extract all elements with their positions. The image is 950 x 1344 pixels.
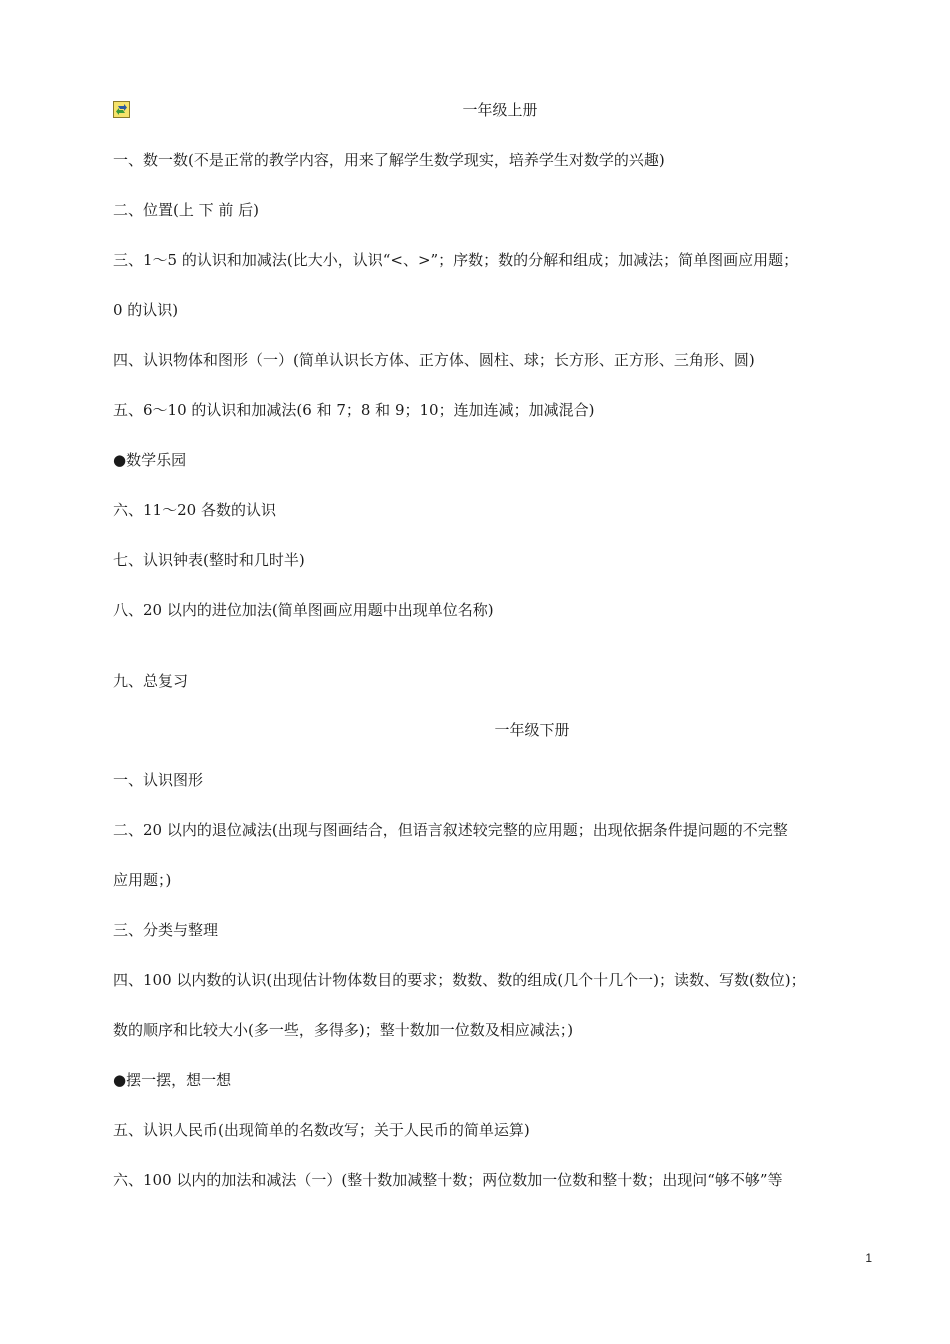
outline-line: 三、1～5 的认识和加减法(比大小，认识“<、>”；序数；数的分解和组成；加减法；简单图画应用题； bbox=[113, 251, 799, 269]
outline-line: 七、认识钟表(整时和几时半) bbox=[113, 551, 305, 569]
outline-line: 六、100 以内的加法和减法（一）(整十数加减整十数；两位数加一位数和整十数；出现问“够不够”等 bbox=[113, 1171, 783, 1189]
outline-line: 五、认识人民币(出现简单的名数改写；关于人民币的简单运算) bbox=[113, 1121, 530, 1139]
outline-line: 九、总复习 bbox=[113, 672, 189, 690]
page-number: 1 bbox=[865, 1251, 872, 1265]
outline-line: 二、20 以内的退位减法(出现与图画结合，但语言叙述较完整的应用题；出现依据条件提问题的不完整 bbox=[113, 821, 788, 839]
outline-line: 一、数一数(不是正常的教学内容，用来了解学生数学现实，培养学生对数学的兴趣) bbox=[113, 151, 665, 169]
outline-line: 一、认识图形 bbox=[113, 771, 204, 789]
outline-line: 四、认识物体和图形（一）(简单认识长方体、正方体、圆柱、球；长方形、正方形、三角形、圆) bbox=[113, 351, 755, 369]
outline-line: 二、位置(上 下 前 后) bbox=[113, 201, 260, 219]
outline-line: 0 的认识) bbox=[113, 301, 179, 319]
outline-line: 六、11～20 各数的认识 bbox=[113, 501, 276, 519]
outline-line: 八、20 以内的进位加法(简单图画应用题中出现单位名称) bbox=[113, 601, 494, 619]
outline-line: 四、100 以内数的认识(出现估计物体数目的要求；数数、数的组成(几个十几个一)；读数、写数(数位)； bbox=[113, 971, 806, 989]
outline-line: ●数学乐园 bbox=[113, 451, 187, 469]
outline-line: 五、6～10 的认识和加减法(6 和 7；8 和 9；10；连加连减；加减混合) bbox=[113, 401, 595, 419]
section-title-lower: 一年级下册 bbox=[494, 721, 570, 739]
outline-line: ●摆一摆，想一想 bbox=[113, 1071, 232, 1089]
outline-line: 应用题；) bbox=[113, 871, 172, 889]
outline-line: 数的顺序和比较大小(多一些，多得多)；整十数加一位数及相应减法；) bbox=[113, 1021, 574, 1039]
outline-line: 三、分类与整理 bbox=[113, 921, 219, 939]
section-title-upper: 一年级上册 bbox=[462, 101, 538, 119]
